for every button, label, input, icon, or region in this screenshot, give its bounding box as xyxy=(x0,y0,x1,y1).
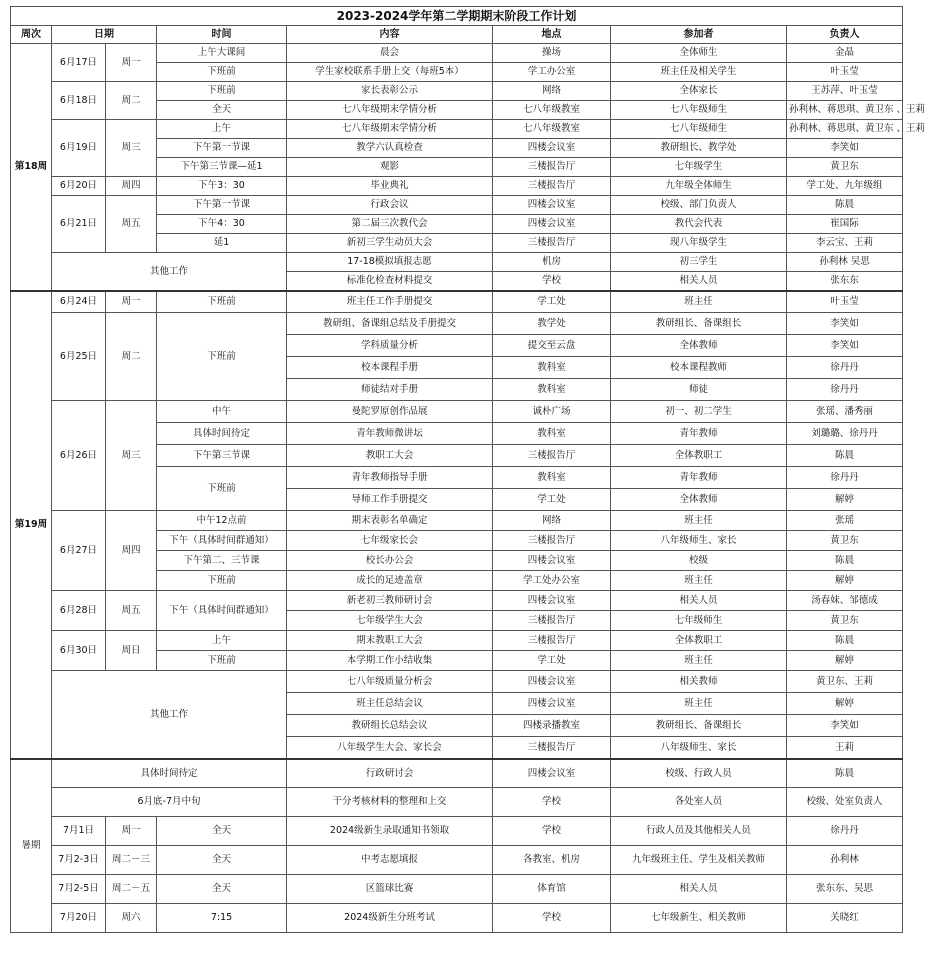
table-row xyxy=(11,253,903,272)
time-cell: 延1 xyxy=(157,234,287,253)
place-cell: 三楼报告厅 xyxy=(493,737,611,759)
participants-cell: 七八年级师生 xyxy=(611,101,787,120)
day-cell: 周二 xyxy=(106,82,157,120)
content-cell: 期末表彰名单确定 xyxy=(287,511,493,531)
owner-cell: 徐丹丹 xyxy=(787,379,903,401)
participants-cell: 全体教职工 xyxy=(611,631,787,651)
participants-cell: 七年级师生 xyxy=(611,611,787,631)
content-cell: 干分考核材料的整理和上交 xyxy=(287,788,493,817)
content-cell: 家长表彰公示 xyxy=(287,82,493,101)
time-cell: 7:15 xyxy=(157,904,287,933)
date-cell: 6月25日 xyxy=(52,313,106,401)
place-cell: 体育馆 xyxy=(493,875,611,904)
content-cell: 观影 xyxy=(287,158,493,177)
place-cell: 三楼报告厅 xyxy=(493,531,611,551)
content-cell: 七八年级期末学情分析 xyxy=(287,120,493,139)
owner-cell: 叶玉莹 xyxy=(787,63,903,82)
other-time-label: 6月底-7月中旬 xyxy=(52,788,287,817)
content-cell: 期末教职工大会 xyxy=(287,631,493,651)
other-work-label: 其他工作 xyxy=(52,671,287,759)
participants-cell: 教研组长、教学处 xyxy=(611,139,787,158)
table-row xyxy=(11,511,903,531)
place-cell: 四楼会议室 xyxy=(493,196,611,215)
participants-cell: 全体教师 xyxy=(611,489,787,511)
day-cell: 周二 xyxy=(106,313,157,401)
header-date: 日期 xyxy=(52,26,157,44)
table-row xyxy=(11,313,903,335)
table-row xyxy=(11,788,903,817)
participants-cell: 校级 xyxy=(611,551,787,571)
content-cell: 行政研讨会 xyxy=(287,759,493,788)
owner-cell: 陈晨 xyxy=(787,631,903,651)
day-cell: 周四 xyxy=(106,511,157,591)
owner-cell: 李笑如 xyxy=(787,139,903,158)
header-time: 时间 xyxy=(157,26,287,44)
time-cell: 全天 xyxy=(157,875,287,904)
day-cell: 周六 xyxy=(106,904,157,933)
table-row xyxy=(11,875,903,904)
owner-cell: 刘璐璐、徐丹丹 xyxy=(787,423,903,445)
owner-cell: 孙利林、蒋思琪、黄卫东 、王莉 xyxy=(787,101,903,120)
content-cell: 七年级家长会 xyxy=(287,531,493,551)
owner-cell: 张东东 xyxy=(787,272,903,291)
day-cell: 周一 xyxy=(106,817,157,846)
place-cell: 网络 xyxy=(493,82,611,101)
place-cell: 学校 xyxy=(493,272,611,291)
content-cell: 七八年级期末学情分析 xyxy=(287,101,493,120)
date-cell: 6月18日 xyxy=(52,82,106,120)
content-cell: 晨会 xyxy=(287,44,493,63)
owner-cell: 孙利林、蒋思琪、黄卫东 、王莉 xyxy=(787,120,903,139)
participants-cell: 七八年级师生 xyxy=(611,120,787,139)
date-cell: 7月1日 xyxy=(52,817,106,846)
place-cell: 学工处 xyxy=(493,651,611,671)
participants-cell: 青年教师 xyxy=(611,423,787,445)
time-cell: 下午3：30 xyxy=(157,177,287,196)
participants-cell: 全体教职工 xyxy=(611,445,787,467)
place-cell: 教科室 xyxy=(493,423,611,445)
date-cell: 6月30日 xyxy=(52,631,106,671)
date-cell: 7月2-3日 xyxy=(52,846,106,875)
place-cell: 三楼报告厅 xyxy=(493,611,611,631)
time-cell: 下午（具体时间群通知） xyxy=(157,591,287,631)
content-cell: 班主任工作手册提交 xyxy=(287,291,493,313)
date-cell: 6月20日 xyxy=(52,177,106,196)
participants-cell: 班主任 xyxy=(611,693,787,715)
content-cell: 新初三学生动员大会 xyxy=(287,234,493,253)
table-row xyxy=(11,846,903,875)
content-cell: 教研组长总结会议 xyxy=(287,715,493,737)
day-cell: 周五 xyxy=(106,591,157,631)
participants-cell: 七年级新生、相关教师 xyxy=(611,904,787,933)
participants-cell: 八年级师生、家长 xyxy=(611,737,787,759)
content-cell: 学科质量分析 xyxy=(287,335,493,357)
participants-cell: 九年级班主任、学生及相关教师 xyxy=(611,846,787,875)
date-cell: 6月24日 xyxy=(52,291,106,313)
owner-cell: 黄卫东 xyxy=(787,611,903,631)
table-row xyxy=(11,82,903,101)
week-label: 第18周 xyxy=(11,44,52,291)
place-cell: 四楼会议室 xyxy=(493,759,611,788)
table-row xyxy=(11,120,903,139)
owner-cell: 李云宝、王莉 xyxy=(787,234,903,253)
place-cell: 各教室、机房 xyxy=(493,846,611,875)
time-cell: 全天 xyxy=(157,817,287,846)
place-cell: 四楼会议室 xyxy=(493,139,611,158)
owner-cell: 王莉 xyxy=(787,737,903,759)
place-cell: 教学处 xyxy=(493,313,611,335)
place-cell: 学工处办公室 xyxy=(493,571,611,591)
week-label: 第19周 xyxy=(11,291,52,759)
place-cell: 学校 xyxy=(493,817,611,846)
time-cell: 下班前 xyxy=(157,82,287,101)
table-row xyxy=(11,631,903,651)
participants-cell: 班主任 xyxy=(611,651,787,671)
content-cell: 2024级新生录取通知书领取 xyxy=(287,817,493,846)
participants-cell: 班主任 xyxy=(611,291,787,313)
content-cell: 标准化检查材料提交 xyxy=(287,272,493,291)
day-cell: 周二－三 xyxy=(106,846,157,875)
participants-cell: 七年级学生 xyxy=(611,158,787,177)
day-cell: 周二－五 xyxy=(106,875,157,904)
table-row xyxy=(11,44,903,63)
owner-cell: 徐丹丹 xyxy=(787,357,903,379)
content-cell: 师徒结对手册 xyxy=(287,379,493,401)
table-row xyxy=(11,759,903,788)
content-cell: 学生家校联系手册上交（每班5本） xyxy=(287,63,493,82)
content-cell: 七八年级质量分析会 xyxy=(287,671,493,693)
place-cell: 四楼会议室 xyxy=(493,671,611,693)
header-content: 内容 xyxy=(287,26,493,44)
time-cell: 下午第一节课 xyxy=(157,196,287,215)
owner-cell: 解婷 xyxy=(787,571,903,591)
participants-cell: 相关人员 xyxy=(611,272,787,291)
content-cell: 班主任总结会议 xyxy=(287,693,493,715)
place-cell: 教科室 xyxy=(493,379,611,401)
table-row xyxy=(11,904,903,933)
owner-cell: 金晶 xyxy=(787,44,903,63)
participants-cell: 校级、行政人员 xyxy=(611,759,787,788)
time-cell: 具体时间待定 xyxy=(157,423,287,445)
table-row xyxy=(11,401,903,423)
time-cell: 中午 xyxy=(157,401,287,423)
content-cell: 导师工作手册提交 xyxy=(287,489,493,511)
content-cell: 教学六认真检查 xyxy=(287,139,493,158)
content-cell: 2024级新生分班考试 xyxy=(287,904,493,933)
owner-cell: 张东东、吴思 xyxy=(787,875,903,904)
table-row xyxy=(11,291,903,313)
owner-cell: 张瑶、潘秀丽 xyxy=(787,401,903,423)
day-cell: 周一 xyxy=(106,44,157,82)
place-cell: 四楼会议室 xyxy=(493,591,611,611)
owner-cell: 孙利林 xyxy=(787,846,903,875)
place-cell: 三楼报告厅 xyxy=(493,158,611,177)
participants-cell: 相关人员 xyxy=(611,875,787,904)
date-cell: 6月27日 xyxy=(52,511,106,591)
participants-cell: 班主任 xyxy=(611,571,787,591)
participants-cell: 行政人员及其他相关人员 xyxy=(611,817,787,846)
participants-cell: 教代会代表 xyxy=(611,215,787,234)
owner-cell: 李笑如 xyxy=(787,715,903,737)
participants-cell: 教研组长、备课组长 xyxy=(611,313,787,335)
place-cell: 学校 xyxy=(493,788,611,817)
place-cell: 学工处 xyxy=(493,291,611,313)
time-cell: 上午大课间 xyxy=(157,44,287,63)
participants-cell: 初一、初二学生 xyxy=(611,401,787,423)
time-cell: 下班前 xyxy=(157,291,287,313)
table-title: 2023-2024学年第二学期期末阶段工作计划 xyxy=(11,7,903,26)
content-cell: 教职工大会 xyxy=(287,445,493,467)
participants-cell: 青年教师 xyxy=(611,467,787,489)
header-participants: 参加者 xyxy=(611,26,787,44)
date-cell: 7月2-5日 xyxy=(52,875,106,904)
date-cell: 6月17日 xyxy=(52,44,106,82)
table-row xyxy=(11,817,903,846)
owner-cell: 黄卫东、王莉 xyxy=(787,671,903,693)
table-row xyxy=(11,177,903,196)
content-cell: 曼陀罗原创作品展 xyxy=(287,401,493,423)
participants-cell: 班主任及相关学生 xyxy=(611,63,787,82)
date-cell: 6月26日 xyxy=(52,401,106,511)
time-cell: 中午12点前 xyxy=(157,511,287,531)
participants-cell: 现八年级学生 xyxy=(611,234,787,253)
owner-cell: 关晓红 xyxy=(787,904,903,933)
participants-cell: 校级、部门负责人 xyxy=(611,196,787,215)
date-cell: 6月21日 xyxy=(52,196,106,253)
owner-cell: 学工处、九年级组 xyxy=(787,177,903,196)
participants-cell: 教研组长、备课组长 xyxy=(611,715,787,737)
header-row xyxy=(11,26,903,44)
table-row xyxy=(11,196,903,215)
owner-cell: 陈晨 xyxy=(787,445,903,467)
place-cell: 四楼会议室 xyxy=(493,215,611,234)
participants-cell: 各处室人员 xyxy=(611,788,787,817)
place-cell: 三楼报告厅 xyxy=(493,177,611,196)
time-cell: 下午（具体时间群通知） xyxy=(157,531,287,551)
day-cell: 周四 xyxy=(106,177,157,196)
time-cell: 下班前 xyxy=(157,313,287,401)
time-cell: 下班前 xyxy=(157,651,287,671)
content-cell: 青年教师微讲坛 xyxy=(287,423,493,445)
place-cell: 四楼会议室 xyxy=(493,693,611,715)
owner-cell: 黄卫东 xyxy=(787,158,903,177)
time-cell: 上午 xyxy=(157,120,287,139)
owner-cell: 李笑如 xyxy=(787,313,903,335)
place-cell: 诚朴广场 xyxy=(493,401,611,423)
table-row xyxy=(11,671,903,693)
owner-cell: 解婷 xyxy=(787,651,903,671)
time-cell: 下午第三节课—延1 xyxy=(157,158,287,177)
content-cell: 校本课程手册 xyxy=(287,357,493,379)
owner-cell: 徐丹丹 xyxy=(787,467,903,489)
header-place: 地点 xyxy=(493,26,611,44)
place-cell: 机房 xyxy=(493,253,611,272)
owner-cell: 汤春妹、邹德成 xyxy=(787,591,903,611)
other-work-label: 其他工作 xyxy=(52,253,287,291)
owner-cell: 崔国际 xyxy=(787,215,903,234)
content-cell: 教研组、备课组总结及手册提交 xyxy=(287,313,493,335)
day-cell: 周三 xyxy=(106,120,157,177)
day-cell: 周日 xyxy=(106,631,157,671)
place-cell: 三楼报告厅 xyxy=(493,234,611,253)
content-cell: 中考志愿填报 xyxy=(287,846,493,875)
schedule-sheet xyxy=(10,6,925,933)
content-cell: 八年级学生大会、家长会 xyxy=(287,737,493,759)
owner-cell: 解婷 xyxy=(787,489,903,511)
place-cell: 七八年级教室 xyxy=(493,120,611,139)
participants-cell: 校本课程教师 xyxy=(611,357,787,379)
header-week: 周次 xyxy=(11,26,52,44)
content-cell: 行政会议 xyxy=(287,196,493,215)
other-time-label: 具体时间待定 xyxy=(52,759,287,788)
owner-cell: 叶玉莹 xyxy=(787,291,903,313)
day-cell: 周三 xyxy=(106,401,157,511)
owner-cell: 王苏萍、叶玉莹 xyxy=(787,82,903,101)
place-cell: 四楼录播教室 xyxy=(493,715,611,737)
place-cell: 学校 xyxy=(493,904,611,933)
place-cell: 学工办公室 xyxy=(493,63,611,82)
owner-cell: 陈晨 xyxy=(787,759,903,788)
time-cell: 下班前 xyxy=(157,467,287,511)
place-cell: 三楼报告厅 xyxy=(493,631,611,651)
schedule-table xyxy=(10,6,925,933)
day-cell: 周一 xyxy=(106,291,157,313)
time-cell: 下午第二、三节课 xyxy=(157,551,287,571)
time-cell: 下午4：30 xyxy=(157,215,287,234)
participants-cell: 师徒 xyxy=(611,379,787,401)
content-cell: 毕业典礼 xyxy=(287,177,493,196)
place-cell: 七八年级教室 xyxy=(493,101,611,120)
time-cell: 下午第三节课 xyxy=(157,445,287,467)
content-cell: 七年级学生大会 xyxy=(287,611,493,631)
owner-cell: 黄卫东 xyxy=(787,531,903,551)
participants-cell: 班主任 xyxy=(611,511,787,531)
participants-cell: 初三学生 xyxy=(611,253,787,272)
content-cell: 本学期工作小结收集 xyxy=(287,651,493,671)
time-cell: 下午第一节课 xyxy=(157,139,287,158)
time-cell: 下班前 xyxy=(157,63,287,82)
day-cell: 周五 xyxy=(106,196,157,253)
owner-cell: 徐丹丹 xyxy=(787,817,903,846)
date-cell: 6月19日 xyxy=(52,120,106,177)
owner-cell: 孙利林 吴思 xyxy=(787,253,903,272)
content-cell: 区篮球比赛 xyxy=(287,875,493,904)
place-cell: 三楼报告厅 xyxy=(493,445,611,467)
header-owner: 负责人 xyxy=(787,26,903,44)
participants-cell: 相关人员 xyxy=(611,591,787,611)
content-cell: 17-18模拟填报志愿 xyxy=(287,253,493,272)
place-cell: 教科室 xyxy=(493,357,611,379)
time-cell: 全天 xyxy=(157,846,287,875)
week-label: 暑期 xyxy=(11,759,52,933)
owner-cell: 陈晨 xyxy=(787,551,903,571)
time-cell: 全天 xyxy=(157,101,287,120)
content-cell: 校长办公会 xyxy=(287,551,493,571)
participants-cell: 相关教师 xyxy=(611,671,787,693)
place-cell: 四楼会议室 xyxy=(493,551,611,571)
owner-cell: 李笑如 xyxy=(787,335,903,357)
place-cell: 网络 xyxy=(493,511,611,531)
participants-cell: 九年级全体师生 xyxy=(611,177,787,196)
content-cell: 成长的足迹盖章 xyxy=(287,571,493,591)
date-cell: 7月20日 xyxy=(52,904,106,933)
time-cell: 上午 xyxy=(157,631,287,651)
owner-cell: 陈晨 xyxy=(787,196,903,215)
place-cell: 教科室 xyxy=(493,467,611,489)
owner-cell: 校级、处室负责人 xyxy=(787,788,903,817)
participants-cell: 八年级师生、家长 xyxy=(611,531,787,551)
content-cell: 新老初三教师研讨会 xyxy=(287,591,493,611)
participants-cell: 全体家长 xyxy=(611,82,787,101)
place-cell: 操场 xyxy=(493,44,611,63)
owner-cell: 张瑶 xyxy=(787,511,903,531)
participants-cell: 全体教师 xyxy=(611,335,787,357)
place-cell: 学工处 xyxy=(493,489,611,511)
content-cell: 青年教师指导手册 xyxy=(287,467,493,489)
participants-cell: 全体师生 xyxy=(611,44,787,63)
date-cell: 6月28日 xyxy=(52,591,106,631)
table-row xyxy=(11,591,903,611)
place-cell: 提交至云盘 xyxy=(493,335,611,357)
owner-cell: 解婷 xyxy=(787,693,903,715)
content-cell: 第二届三次教代会 xyxy=(287,215,493,234)
time-cell: 下班前 xyxy=(157,571,287,591)
